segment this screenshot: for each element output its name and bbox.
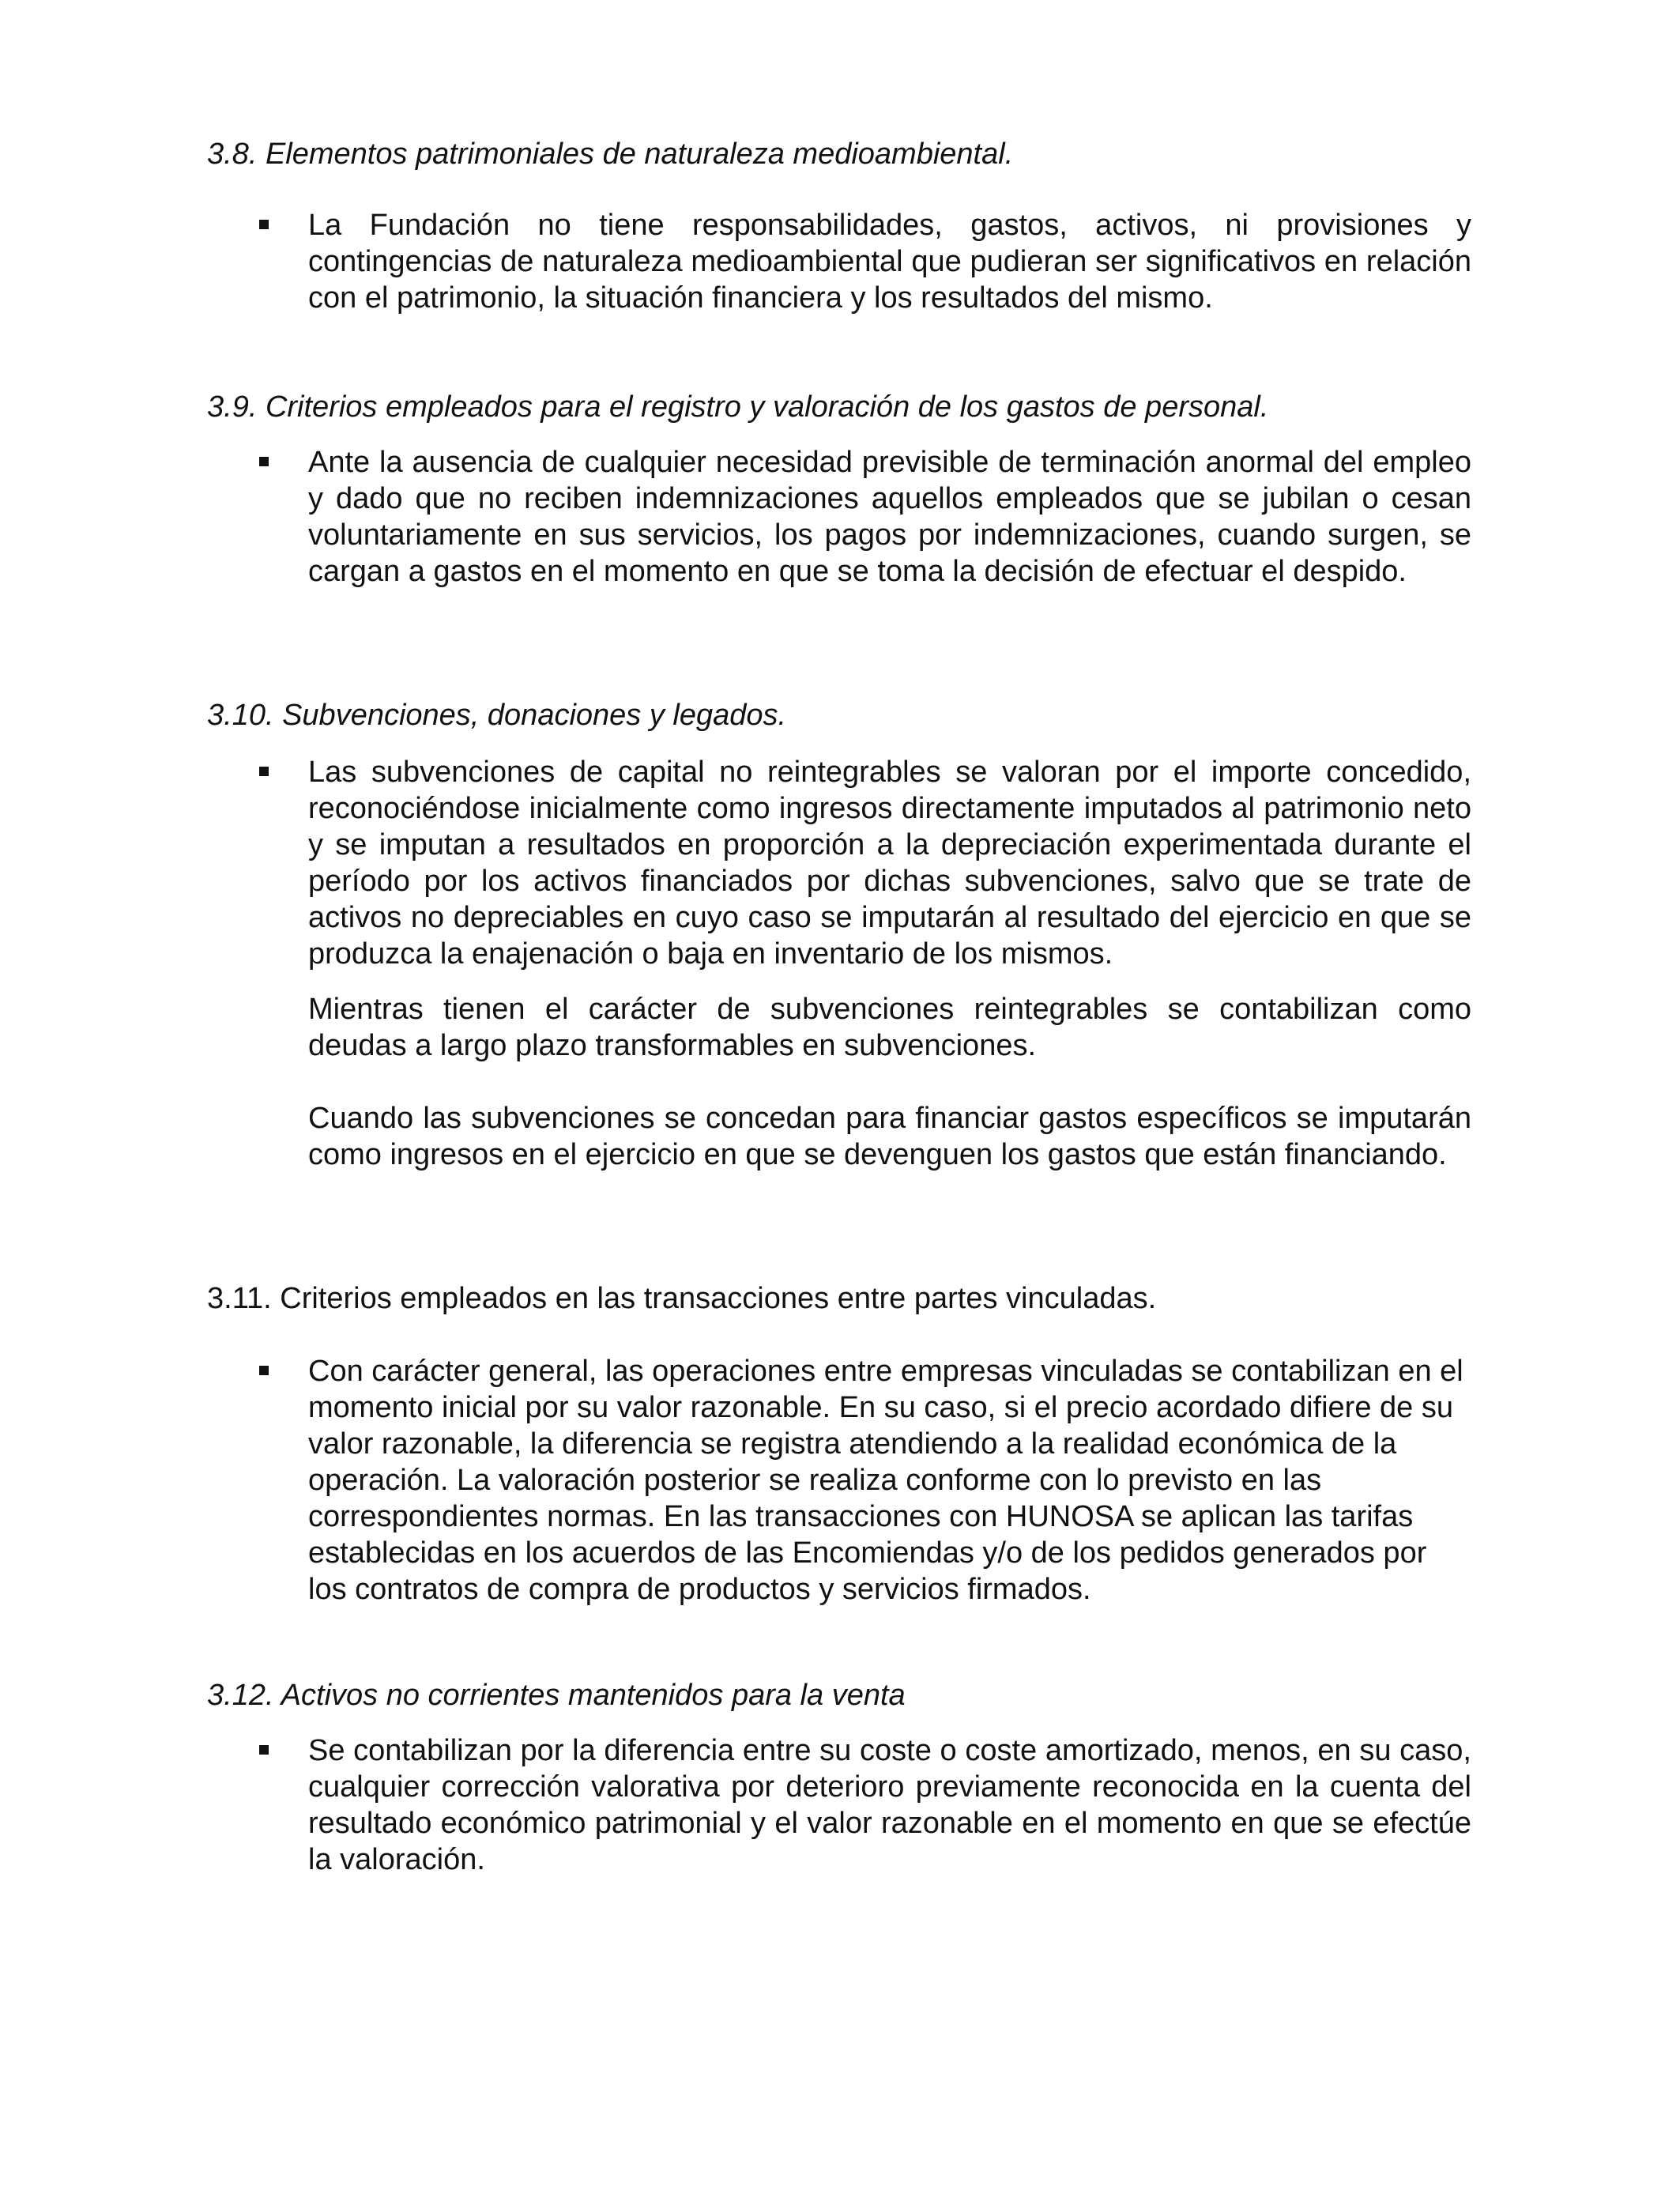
paragraph-3-11-1: Con carácter general, las operaciones entre empresas vinculadas se contabilizan en el momento inicial por su valor razonable. En su caso, si el precio acordado difiere de su valor razonable, la diferencia se registra atendiendo a la realidad económica de la operación. La valoración posterior se realiza conforme con lo previsto en las correspondientes normas. En las transacciones con HUNOSA se aplican las tarifas establecidas en los acuerdos de las Encomiendas y/o de los pedidos generados por los contratos de compra de productos y servicios firmados. <box>308 1355 1463 1606</box>
section-heading-3-10: 3.10. Subvenciones, donaciones y legados. <box>207 699 787 732</box>
paragraph-3-10-2: Mientras tienen el carácter de subvenciones reintegrables se contabilizan como deudas a largo plazo transformables en subvenciones. <box>308 993 1471 1062</box>
bullet-icon <box>259 457 269 466</box>
paragraph-3-12-1: Se contabilizan por la diferencia entre su coste o coste amortizado, menos, en su caso, cualquier corrección valorativa por deterioro previamente reconocida en la cuenta del resultado económico patrimonial y el valor razonable en el momento en que se efectúe la valoración. <box>308 1734 1471 1876</box>
paragraph-3-10-3: Cuando las subvenciones se concedan para financiar gastos específicos se imputarán como ingresos en el ejercicio en que se devenguen los gastos que están financiando. <box>308 1102 1471 1171</box>
section-heading-3-11: 3.11. Criterios empleados en las transacciones entre partes vinculadas. <box>207 1282 1157 1315</box>
bullet-icon <box>259 1745 269 1755</box>
bullet-icon <box>259 1366 269 1375</box>
paragraph-3-8-1: La Fundación no tiene responsabilidades, gastos, activos, ni provisiones y contingencias de naturaleza medioambiental que pudieran ser significativos en relación con el patrimonio, la situación financiera y los resultados del mismo. <box>308 209 1471 315</box>
section-heading-3-9: 3.9. Criterios empleados para el registro y valoración de los gastos de personal. <box>207 390 1269 424</box>
bullet-icon <box>259 220 269 229</box>
bullet-icon <box>259 767 269 776</box>
section-heading-3-8: 3.8. Elementos patrimoniales de naturaleza medioambiental. <box>207 138 1014 171</box>
section-heading-3-12: 3.12. Activos no corrientes mantenidos para la venta <box>207 1679 906 1712</box>
paragraph-3-9-1: Ante la ausencia de cualquier necesidad previsible de terminación anormal del empleo y dado que no reciben indemnizaciones aquellos empleados que se jubilan o cesan voluntariamente en sus servicios, los pagos por indemnizaciones, cuando surgen, se cargan a gastos en el momento en que se toma la decisión de efectuar el despido. <box>308 446 1471 588</box>
paragraph-3-10-1: Las subvenciones de capital no reintegrables se valoran por el importe concedido, reconociéndose inicialmente como ingresos directamente imputados al patrimonio neto y se imputan a resultados en proporción a la depreciación experimentada durante el período por los activos financiados por dichas subvenciones, salvo que se trate de activos no depreciables en cuyo caso se imputarán al resultado del ejercicio en que se produzca la enajenación o baja en inventario de los mismos. <box>308 756 1471 971</box>
